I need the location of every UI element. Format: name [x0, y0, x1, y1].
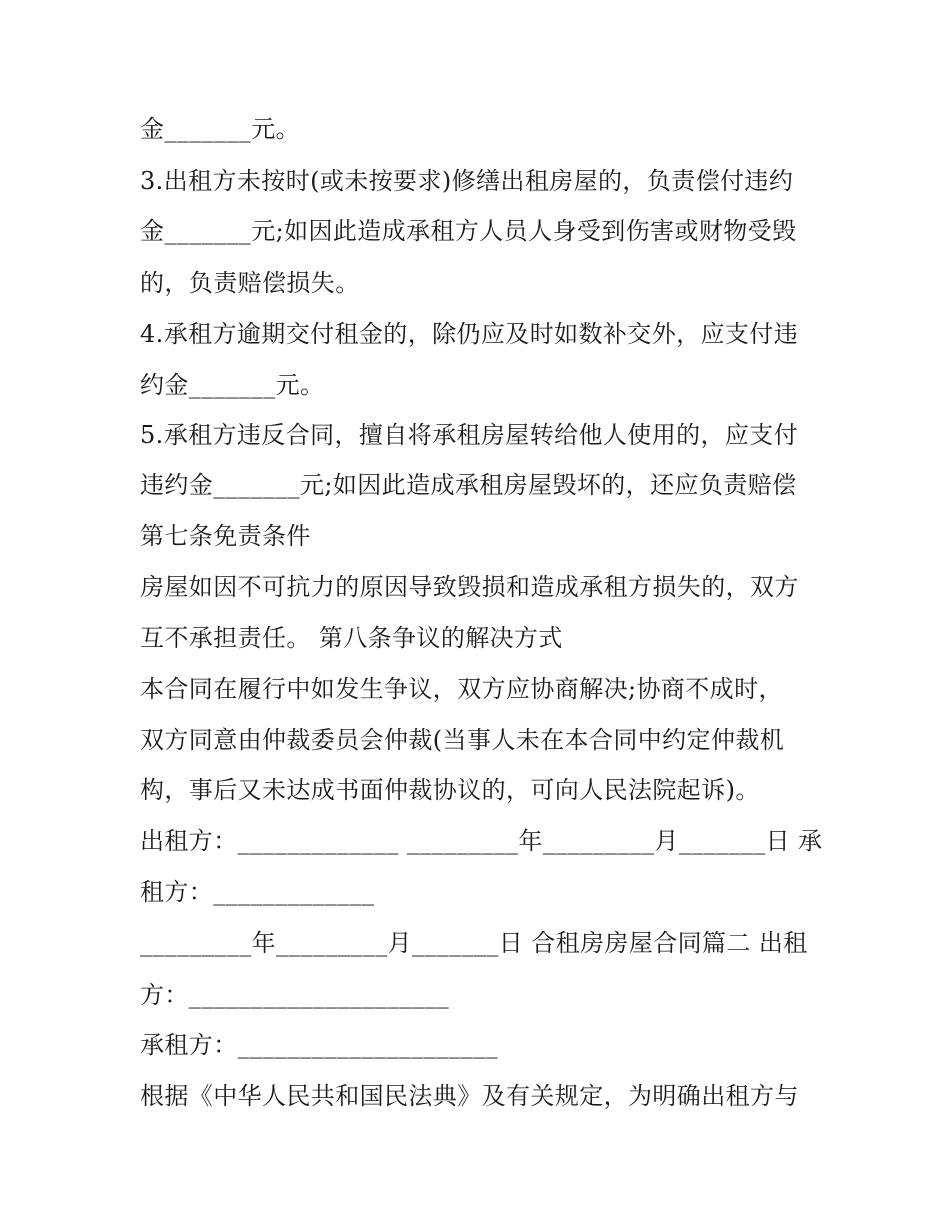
section-heading: 第七条免责条件 [140, 522, 311, 550]
text-line: 房屋如因不可抗力的原因导致毁损和造成承租方损失的，双方 [140, 573, 799, 601]
text-line: 3.出租方未按时(或未按要求)修缮出租房屋的，负责偿付违约 [140, 167, 794, 195]
signature-line: 租方：_____________ [140, 878, 375, 906]
text-line: 金_______元;如因此造成承租方人员人身受到伤害或财物受毁 [140, 217, 797, 245]
text-line: 双方同意由仲裁委员会仲裁(当事人未在本合同中约定仲裁机 [140, 726, 785, 754]
text-line: 根据《中华人民共和国民法典》及有关规定，为明确出租方与 [140, 1082, 799, 1110]
text-line: 4.承租方逾期交付租金的，除仍应及时如数补交外，应支付违 [140, 320, 799, 348]
signature-line: 承租方：_____________________ [140, 1031, 498, 1059]
text-line: 本合同在履行中如发生争议，双方应协商解决;协商不成时， [140, 675, 783, 703]
text-line: 约金_______元。 [140, 371, 325, 399]
text-line: 金_______元。 [140, 115, 300, 143]
text-line: 互不承担责任。 第八条争议的解决方式 [140, 624, 563, 652]
signature-line: 出租方：_____________ _________年_________月_______日 承 [140, 827, 823, 855]
text-line: 构，事后又未达成书面仲裁协议的，可向人民法院起诉)。 [140, 776, 760, 804]
text-line: 5.承租方违反合同，擅自将承租房屋转给他人使用的，应支付 [140, 421, 799, 449]
signature-line: 方：_____________________ [140, 981, 450, 1009]
text-line: 违约金_______元;如因此造成承租房屋毁坏的，还应负责赔偿 [140, 471, 797, 499]
text-line: 的，负责赔偿损失。 [140, 269, 360, 297]
signature-line: _________年_________月_______日 合租房房屋合同篇二 出租 [140, 929, 808, 957]
